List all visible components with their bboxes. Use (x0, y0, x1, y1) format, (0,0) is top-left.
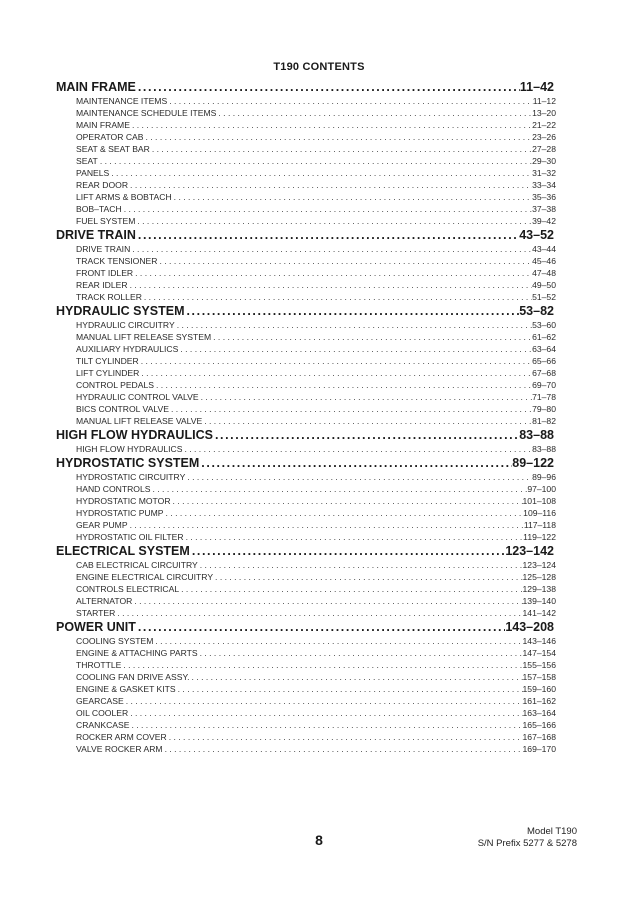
entry-title: GEAR PUMP (76, 520, 128, 530)
entry-title: CRANKCASE (76, 720, 130, 730)
entry-title: ENGINE ELECTRICAL CIRCUITRY (76, 572, 214, 582)
toc-entry-row[interactable] (56, 508, 556, 520)
section-page-range: 83–88 (519, 428, 554, 442)
section-title: DRIVE TRAIN (56, 228, 136, 242)
toc-entry-row[interactable] (56, 532, 556, 544)
dot-leader (135, 216, 532, 226)
dot-leader (115, 608, 522, 618)
entry-page-range: 155–156 (522, 660, 556, 670)
entry-page-range: 129–138 (522, 584, 556, 594)
entry-page-range: 117–118 (523, 520, 556, 530)
toc-entry-row[interactable] (56, 168, 556, 180)
entry-page-range: 83–88 (532, 444, 556, 454)
entry-page-range: 69–70 (532, 380, 556, 390)
entry-title: TILT CYLINDER (76, 356, 139, 366)
dot-leader (169, 404, 532, 414)
section-title: ELECTRICAL SYSTEM (56, 544, 190, 558)
entry-page-range: 169–170 (522, 744, 556, 754)
toc-section-row[interactable] (56, 304, 556, 320)
section-page-range: 143–208 (505, 620, 554, 634)
dot-leader (121, 660, 522, 670)
dot-leader (171, 496, 523, 506)
toc-entry-row[interactable] (56, 108, 556, 120)
dot-leader (176, 684, 523, 694)
dot-leader (124, 696, 523, 706)
dot-leader (136, 80, 520, 94)
entry-title: TRACK ROLLER (76, 292, 142, 302)
entry-page-range: 45–46 (532, 256, 556, 266)
toc-entry-row[interactable] (56, 732, 556, 744)
entry-page-range: 125–128 (522, 572, 556, 582)
dot-leader (139, 368, 532, 378)
entry-title: MAINTENANCE ITEMS (76, 96, 168, 106)
dot-leader (182, 444, 532, 454)
dot-leader (198, 560, 523, 570)
dot-leader (167, 732, 523, 742)
toc-entry-row[interactable] (56, 380, 556, 392)
dot-leader (130, 120, 532, 130)
entry-page-range: 29–30 (532, 156, 556, 166)
entry-title: DRIVE TRAIN (76, 244, 131, 254)
toc-section-row[interactable] (56, 428, 556, 444)
dot-leader (167, 96, 533, 106)
toc-entry-row[interactable] (56, 496, 556, 508)
toc-entry-row[interactable] (56, 472, 556, 484)
dot-leader (128, 520, 524, 530)
dot-leader (136, 228, 519, 242)
dot-leader (178, 344, 532, 354)
section-page-range: 43–52 (519, 228, 554, 242)
entry-title: SEAT (76, 156, 98, 166)
entry-page-range: 65–66 (532, 356, 556, 366)
entry-page-range: 67–68 (532, 368, 556, 378)
entry-page-range: 97–100 (527, 484, 556, 494)
toc-entry-row[interactable] (56, 192, 556, 204)
dot-leader (133, 268, 532, 278)
entry-title: REAR IDLER (76, 280, 128, 290)
table-of-contents (56, 80, 556, 756)
dot-leader (129, 720, 522, 730)
entry-page-range: 63–64 (532, 344, 556, 354)
entry-title: OPERATOR CAB (76, 132, 144, 142)
toc-entry-row[interactable] (56, 96, 556, 108)
toc-entry-row[interactable] (56, 720, 556, 732)
entry-page-range: 27–28 (532, 144, 556, 154)
section-page-range: 89–122 (512, 456, 554, 470)
entry-page-range: 51–52 (532, 292, 556, 302)
entry-title: ENGINE & GASKET KITS (76, 684, 176, 694)
dot-leader (185, 472, 532, 482)
dot-leader (216, 108, 532, 118)
toc-entry-row[interactable] (56, 392, 556, 404)
toc-entry-row[interactable] (56, 572, 556, 584)
dot-leader (198, 648, 523, 658)
section-title: HYDRAULIC SYSTEM (56, 304, 185, 318)
entry-title: HYDRAULIC CIRCUITRY (76, 320, 175, 330)
entry-page-range: 109–116 (523, 508, 556, 518)
entry-title: SEAT & SEAT BAR (76, 144, 150, 154)
toc-entry-row[interactable] (56, 292, 556, 304)
entry-page-range: 79–80 (532, 404, 556, 414)
entry-page-range: 159–160 (522, 684, 556, 694)
toc-entry-row[interactable] (56, 660, 556, 672)
entry-title: MANUAL LIFT RELEASE SYSTEM (76, 332, 212, 342)
entry-page-range: 163–164 (522, 708, 556, 718)
entry-page-range: 21–22 (532, 120, 556, 130)
dot-leader (172, 192, 532, 202)
model-label: Model T190 (527, 826, 577, 837)
entry-title: MANUAL LIFT RELEASE VALVE (76, 416, 203, 426)
entry-title: LIFT CYLINDER (76, 368, 140, 378)
toc-section-row[interactable] (56, 80, 556, 96)
toc-entry-row[interactable] (56, 132, 556, 144)
toc-entry-row[interactable] (56, 256, 556, 268)
section-page-range: 11–42 (519, 80, 554, 94)
entry-page-range: 143–146 (522, 636, 556, 646)
entry-page-range: 161–162 (522, 696, 556, 706)
section-title: HIGH FLOW HYDRAULICS (56, 428, 213, 442)
entry-title: HYDRAULIC CONTROL VALVE (76, 392, 199, 402)
entry-page-range: 49–50 (532, 280, 556, 290)
toc-entry-row[interactable] (56, 696, 556, 708)
toc-entry-row[interactable] (56, 708, 556, 720)
dot-leader (142, 292, 532, 302)
toc-section-row[interactable] (56, 620, 556, 636)
entry-title: HYDROSTATIC CIRCUITRY (76, 472, 186, 482)
toc-entry-row[interactable] (56, 444, 556, 456)
entry-title: LIFT ARMS & BOBTACH (76, 192, 172, 202)
toc-entry-row[interactable] (56, 356, 556, 368)
toc-entry-row[interactable] (56, 484, 556, 496)
page-title: T190 CONTENTS (273, 61, 365, 73)
entry-title: AUXILIARY HYDRAULICS (76, 344, 179, 354)
toc-section-row[interactable] (56, 228, 556, 244)
entry-page-range: 37–38 (532, 204, 556, 214)
toc-entry-row[interactable] (56, 344, 556, 356)
dot-leader (144, 132, 533, 142)
entry-page-range: 23–26 (532, 132, 556, 142)
entry-title: THROTTLE (76, 660, 122, 670)
toc-entry-row[interactable] (56, 404, 556, 416)
entry-page-range: 39–42 (532, 216, 556, 226)
entry-page-range: 53–60 (532, 320, 556, 330)
entry-page-range: 139–140 (522, 596, 556, 606)
entry-title: COOLING SYSTEM (76, 636, 154, 646)
entry-title: GEARCASE (76, 696, 124, 706)
dot-leader (139, 356, 532, 366)
toc-entry-row[interactable] (56, 684, 556, 696)
toc-entry-row[interactable] (56, 244, 556, 256)
dot-leader (179, 584, 522, 594)
toc-entry-row[interactable] (56, 120, 556, 132)
toc-entry-row[interactable] (56, 672, 556, 684)
entry-title: TRACK TENSIONER (76, 256, 158, 266)
toc-entry-row[interactable] (56, 648, 556, 660)
entry-title: HAND CONTROLS (76, 484, 151, 494)
toc-entry-row[interactable] (56, 368, 556, 380)
entry-title: BICS CONTROL VALVE (76, 404, 169, 414)
toc-entry-row[interactable] (56, 608, 556, 620)
entry-title: CONTROLS ELECTRICAL (76, 584, 180, 594)
entry-title: PANELS (76, 168, 110, 178)
dot-leader (109, 168, 532, 178)
footer-info (478, 826, 577, 850)
entry-title: FUEL SYSTEM (76, 216, 136, 226)
toc-entry-row[interactable] (56, 744, 556, 756)
toc-entry-row[interactable] (56, 560, 556, 572)
entry-page-range: 33–34 (532, 180, 556, 190)
section-page-range: 123–142 (505, 544, 554, 558)
entry-title: VALVE ROCKER ARM (76, 744, 163, 754)
page-number: 8 (315, 832, 323, 848)
dot-leader (184, 532, 524, 542)
dot-leader (136, 620, 505, 634)
entry-title: ENGINE & ATTACHING PARTS (76, 648, 198, 658)
toc-entry-row[interactable] (56, 180, 556, 192)
toc-entry-row[interactable] (56, 520, 556, 532)
toc-entry-row[interactable] (56, 280, 556, 292)
entry-page-range: 61–62 (532, 332, 556, 342)
dot-leader (128, 708, 522, 718)
entry-page-range: 35–36 (532, 192, 556, 202)
dot-leader (190, 672, 523, 682)
entry-title: CONTROL PEDALS (76, 380, 154, 390)
toc-entry-row[interactable] (56, 144, 556, 156)
entry-page-range: 31–32 (532, 168, 556, 178)
entry-page-range: 47–48 (532, 268, 556, 278)
dot-leader (122, 204, 532, 214)
toc-entry-row[interactable] (56, 636, 556, 648)
entry-title: STARTER (76, 608, 116, 618)
dot-leader (158, 256, 533, 266)
entry-title: HYDROSTATIC OIL FILTER (76, 532, 184, 542)
entry-page-range: 141–142 (522, 608, 556, 618)
toc-entry-row[interactable] (56, 332, 556, 344)
entry-page-range: 167–168 (522, 732, 556, 742)
entry-page-range: 147–154 (522, 648, 556, 658)
toc-entry-row[interactable] (56, 596, 556, 608)
dot-leader (150, 144, 532, 154)
toc-entry-row[interactable] (56, 320, 556, 332)
entry-title: OIL COOLER (76, 708, 129, 718)
entry-page-range: 89–96 (532, 472, 556, 482)
entry-page-range: 123–124 (522, 560, 556, 570)
entry-title: HYDROSTATIC PUMP (76, 508, 164, 518)
dot-leader (199, 392, 533, 402)
dot-leader (153, 636, 522, 646)
dot-leader (211, 332, 532, 342)
section-title: HYDROSTATIC SYSTEM (56, 456, 200, 470)
dot-leader (132, 596, 522, 606)
section-title: POWER UNIT (56, 620, 136, 634)
toc-entry-row[interactable] (56, 216, 556, 228)
entry-page-range: 165–166 (522, 720, 556, 730)
dot-leader (98, 156, 532, 166)
toc-entry-row[interactable] (56, 584, 556, 596)
toc-entry-row[interactable] (56, 156, 556, 168)
entry-title: HIGH FLOW HYDRAULICS (76, 444, 183, 454)
dot-leader (202, 416, 532, 426)
dot-leader (164, 508, 524, 518)
dot-leader (163, 744, 523, 754)
toc-entry-row[interactable] (56, 416, 556, 428)
dot-leader (175, 320, 532, 330)
entry-title: MAINTENANCE SCHEDULE ITEMS (76, 108, 217, 118)
dot-leader (130, 244, 532, 254)
section-title: MAIN FRAME (56, 80, 136, 94)
entry-title: COOLING FAN DRIVE ASSY. (76, 672, 190, 682)
entry-page-range: 157–158 (522, 672, 556, 682)
entry-page-range: 13–20 (532, 108, 556, 118)
entry-title: REAR DOOR (76, 180, 129, 190)
entry-page-range: 119–122 (523, 532, 556, 542)
entry-title: HYDROSTATIC MOTOR (76, 496, 171, 506)
entry-page-range: 11–12 (532, 96, 556, 106)
dot-leader (190, 544, 506, 558)
entry-title: ROCKER ARM COVER (76, 732, 167, 742)
entry-page-range: 43–44 (532, 244, 556, 254)
entry-page-range: 81–82 (532, 416, 556, 426)
dot-leader (154, 380, 532, 390)
dot-leader (184, 304, 519, 318)
entry-title: FRONT IDLER (76, 268, 134, 278)
entry-title: MAIN FRAME (76, 120, 130, 130)
dot-leader (128, 280, 533, 290)
serial-prefix-label: S/N Prefix 5277 & 5278 (477, 838, 577, 849)
toc-section-row[interactable] (56, 456, 556, 472)
toc-entry-row[interactable] (56, 268, 556, 280)
entry-title: ALTERNATOR (76, 596, 133, 606)
entry-page-range: 101–108 (522, 496, 556, 506)
dot-leader (151, 484, 528, 494)
dot-leader (128, 180, 532, 190)
dot-leader (199, 456, 512, 470)
entry-page-range: 71–78 (532, 392, 556, 402)
section-page-range: 53–82 (519, 304, 554, 318)
dot-leader (213, 572, 522, 582)
toc-entry-row[interactable] (56, 204, 556, 216)
dot-leader (213, 428, 519, 442)
entry-title: BOB–TACH (76, 204, 122, 214)
toc-section-row[interactable] (56, 544, 556, 560)
entry-title: CAB ELECTRICAL CIRCUITRY (76, 560, 198, 570)
